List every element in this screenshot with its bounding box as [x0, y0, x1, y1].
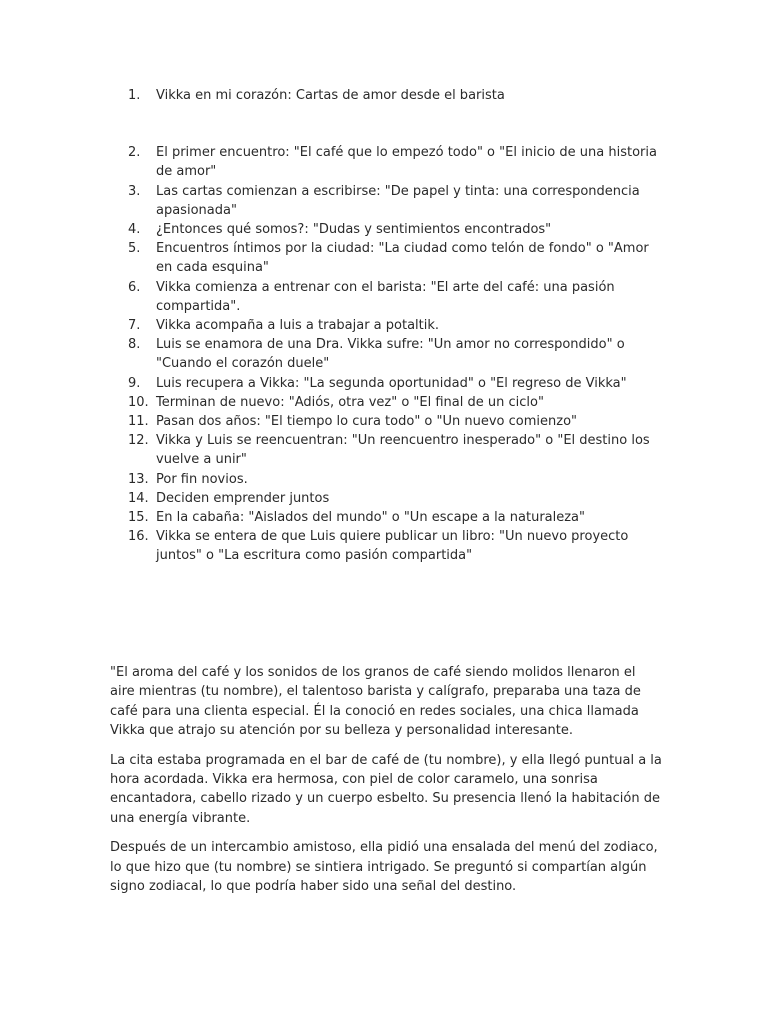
chapter-item	[128, 239, 668, 277]
chapter-title: Vikka comienza a entrenar con el barista: "El arte del café: una pasión compartida".	[156, 279, 615, 314]
chapter-title: El primer encuentro: "El café que lo empezó todo" o "El inicio de una historia de amor"	[156, 145, 657, 180]
chapter-number: 11.	[128, 414, 149, 430]
chapter-number: 8.	[128, 337, 141, 353]
chapter-list	[128, 86, 668, 566]
chapter-item	[128, 393, 668, 412]
chapter-title: Las cartas comienzan a escribirse: "De papel y tinta: una correspondencia apasionada"	[156, 183, 640, 218]
chapter-item	[128, 86, 668, 105]
chapter-title: Terminan de nuevo: "Adiós, otra vez" o "El final de un ciclo"	[156, 394, 544, 410]
chapter-number: 13.	[128, 471, 149, 487]
chapter-item	[128, 143, 668, 181]
chapter-item	[128, 316, 668, 335]
chapter-number: 4.	[128, 222, 141, 238]
chapter-number: 7.	[128, 318, 141, 334]
story-paragraph: "El aroma del café y los sonidos de los granos de café siendo molidos llenaron el aire mientras (tu nombre), el talentoso barista y calígrafo, preparaba una taza de café para una clienta especial. Él la conoció en redes sociales, una chica llamada Vikka que atrajo su atención por su belleza y personalidad interesante.	[110, 665, 641, 739]
chapter-number: 15.	[128, 510, 149, 526]
chapter-item	[128, 470, 668, 489]
story-paragraph: La cita estaba programada en el bar de café de (tu nombre), y ella llegó puntual a la hora acordada. Vikka era hermosa, con piel de color caramelo, una sonrisa encantadora, cabello rizado y un cuerpo esbelto. Su presencia llenó la habitación de una energía vibrante.	[110, 752, 662, 826]
chapter-title: Pasan dos años: "El tiempo lo cura todo" o "Un nuevo comienzo"	[156, 414, 578, 430]
chapter-title: Vikka y Luis se reencuentran: "Un reencuentro inesperado" o "El destino los vuelve a unir"	[156, 433, 650, 468]
chapter-number: 14.	[128, 490, 149, 506]
story-excerpt	[110, 663, 662, 906]
story-paragraph: Después de un intercambio amistoso, ella pidió una ensalada del menú del zodiaco, lo que hizo que (tu nombre) se sintiera intrigado. Se preguntó si compartían algún signo zodiacal, lo que podría haber sido una señal del destino.	[110, 840, 658, 895]
chapter-number: 16.	[128, 529, 149, 545]
chapter-title: Vikka en mi corazón: Cartas de amor desde el barista	[156, 88, 505, 103]
chapter-item	[128, 182, 668, 220]
chapter-number: 6.	[128, 279, 141, 295]
chapter-item	[128, 489, 668, 508]
chapter-title: En la cabaña: "Aislados del mundo" o "Un escape a la naturaleza"	[156, 510, 586, 526]
chapter-number: 2.	[128, 145, 141, 161]
chapter-title: Vikka se entera de que Luis quiere publicar un libro: "Un nuevo proyecto juntos" o "La escritura como pasión compartida"	[156, 529, 629, 564]
chapter-item	[128, 431, 668, 469]
chapter-item	[128, 374, 668, 393]
chapter-title: Luis se enamora de una Dra. Vikka sufre: "Un amor no correspondido" o "Cuando el corazón duele"	[156, 337, 625, 372]
chapter-item	[128, 278, 668, 316]
chapter-title: Deciden emprender juntos	[156, 490, 330, 506]
chapter-title: Vikka acompaña a luis a trabajar a potaltik.	[156, 318, 440, 334]
chapter-item	[128, 508, 668, 527]
chapter-title: Por fin novios.	[156, 471, 248, 487]
chapter-number: 12.	[128, 433, 149, 449]
chapter-item	[128, 412, 668, 431]
chapter-number: 1.	[128, 88, 141, 103]
chapter-title: Luis recupera a Vikka: "La segunda oportunidad" o "El regreso de Vikka"	[156, 375, 627, 391]
chapter-number: 9.	[128, 375, 141, 391]
chapter-number: 10.	[128, 394, 149, 410]
chapter-number: 3.	[128, 183, 141, 199]
chapter-title: Encuentros íntimos por la ciudad: "La ciudad como telón de fondo" o "Amor en cada esquina"	[156, 241, 649, 276]
chapter-item	[128, 335, 668, 373]
chapter-item	[128, 527, 668, 565]
chapter-title: ¿Entonces qué somos?: "Dudas y sentimientos encontrados"	[156, 222, 552, 238]
chapter-item	[128, 220, 668, 239]
chapter-number: 5.	[128, 241, 141, 257]
